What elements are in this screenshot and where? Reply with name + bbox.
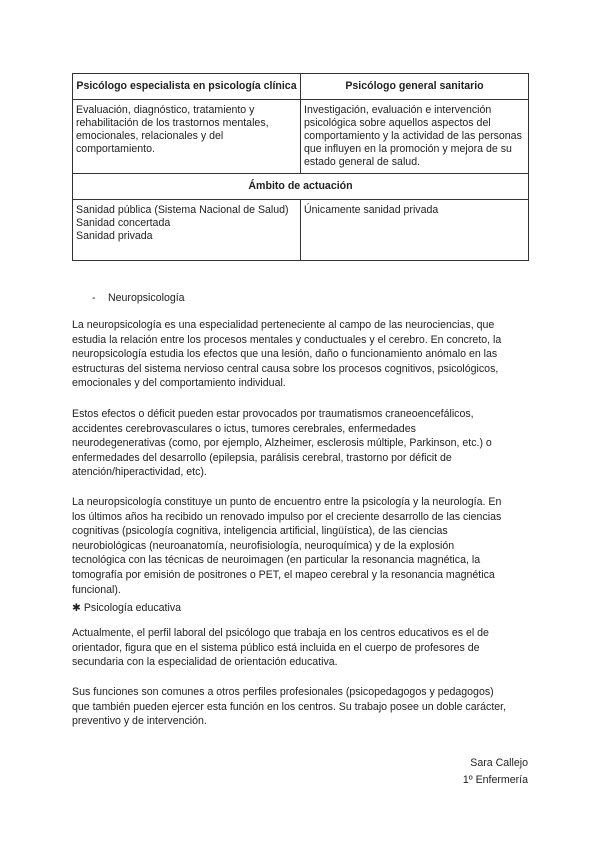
paragraph-line: neurodegenerativas (como, por ejemplo, Alzheimer, esclerosis múltiple, Parkinson, etc.) o: [72, 437, 492, 450]
paragraph-line: accidentes cerebrovasculares o ictus, tumores cerebrales, enfermedades: [72, 422, 416, 435]
paragraph-line: La neuropsicología constituye un punto de encuentro entre la psicología y la neurología. En: [72, 496, 502, 508]
paragraph-line: neurobiológicas (neuroanatomía, neurofisiología, neuroquímica) y de la explosión: [72, 539, 455, 552]
header-clinical: Psicólogo especialista en psicología clínica: [73, 74, 301, 100]
asterisk-bullet-icon: ✱: [72, 602, 81, 614]
paragraph-line: los últimos años ha recibido un renovado impulso por el creciente desarrollo de las ciencias: [72, 510, 502, 523]
neuro-heading: [72, 291, 532, 306]
paragraph-line: cognitivas (psicología cognitiva, inteligencia artificial, lingüística), de las ciencias: [72, 525, 448, 538]
paragraph-line: La neuropsicología es una especialidad perteneciente al campo de las neurociencias, que: [72, 319, 495, 331]
paragraph-line: Estos efectos o déficit pueden estar provocados por traumatismos craneoencefálicos,: [72, 408, 474, 420]
scope-item: Sanidad privada: [76, 230, 153, 242]
functions-general: Investigación, evaluación e intervención psicológica sobre aquellos aspectos del comportamiento y la actividad de las personas que influyen en la promoción y mejora de su estado general de salud.: [301, 100, 529, 174]
header-general: Psicólogo general sanitario: [301, 74, 529, 100]
paragraph-line: Actualmente, el perfil laboral del psicólogo que trabaja en los centros educativos es el de: [72, 627, 489, 639]
comparison-table: [72, 73, 529, 261]
paragraph-line: atención/hiperactividad, etc).: [72, 466, 207, 479]
paragraph-line: neuropsicología estudia los efectos que una lesión, daño o funcionamiento anómalo en las: [72, 348, 498, 361]
scope-general: Únicamente sanidad privada: [301, 200, 529, 261]
paragraph: [72, 626, 532, 670]
paragraph: [72, 495, 532, 597]
dash-bullet: -: [92, 292, 96, 304]
paragraph: [72, 318, 532, 391]
paragraph-line: funcional).: [72, 583, 121, 596]
paragraph-line: tecnológica con las técnicas de neuroimagen (en particular la resonancia magnética, la: [72, 554, 481, 567]
scope-item: Sanidad pública (Sistema Nacional de Salud): [76, 204, 289, 216]
scope-item: Sanidad concertada: [76, 217, 171, 229]
paragraph-line: estudia la relación entre los procesos mentales y conductuales y el cerebro. En concreto, la: [72, 333, 502, 346]
paragraph-line: secundaria con la especialidad de orientación educativa.: [72, 656, 338, 669]
paragraph: [72, 407, 532, 480]
functions-clinical: Evaluación, diagnóstico, tratamiento y rehabilitación de los trastornos mentales, emocionales, relacionales y del comportamiento.: [73, 100, 301, 174]
paragraph-line: Sus funciones son comunes a otros perfiles profesionales (psicopedagogos y pedagogos): [72, 686, 494, 698]
paragraph-line: enfermedades del desarrollo (epilepsia, parálisis cerebral, trastorno por déficit de: [72, 451, 452, 464]
author-name: Sara Callejo: [470, 757, 528, 769]
edu-heading: [72, 601, 532, 616]
paragraph-line: preventivo y de intervención.: [72, 715, 207, 728]
author-course: 1º Enfermería: [462, 774, 528, 786]
paragraph-line: estructuras del sistema nervioso central causa sobre los procesos cognitivos, psicológicos,: [72, 362, 499, 375]
paragraph-line: que también pueden ejercer esta función en los centros. Su trabajo posee un doble carácter,: [72, 700, 507, 713]
scope-title: Ámbito de actuación: [73, 174, 529, 200]
paragraph: [72, 685, 532, 729]
signature: [463, 755, 528, 789]
paragraph-line: emocionales y del comportamiento individual.: [72, 377, 286, 390]
scope-clinical: [73, 200, 301, 261]
section-heading: Neuropsicología: [108, 292, 185, 304]
paragraph-line: orientador, figura que en el sistema público está incluida en el cuerpo de profesores de: [72, 641, 480, 654]
paragraph-line: tomografía por emisión de positrones o PET, el mapeo cerebral y la resonancia magnética: [72, 568, 495, 581]
section-heading: Psicología educativa: [83, 602, 182, 614]
